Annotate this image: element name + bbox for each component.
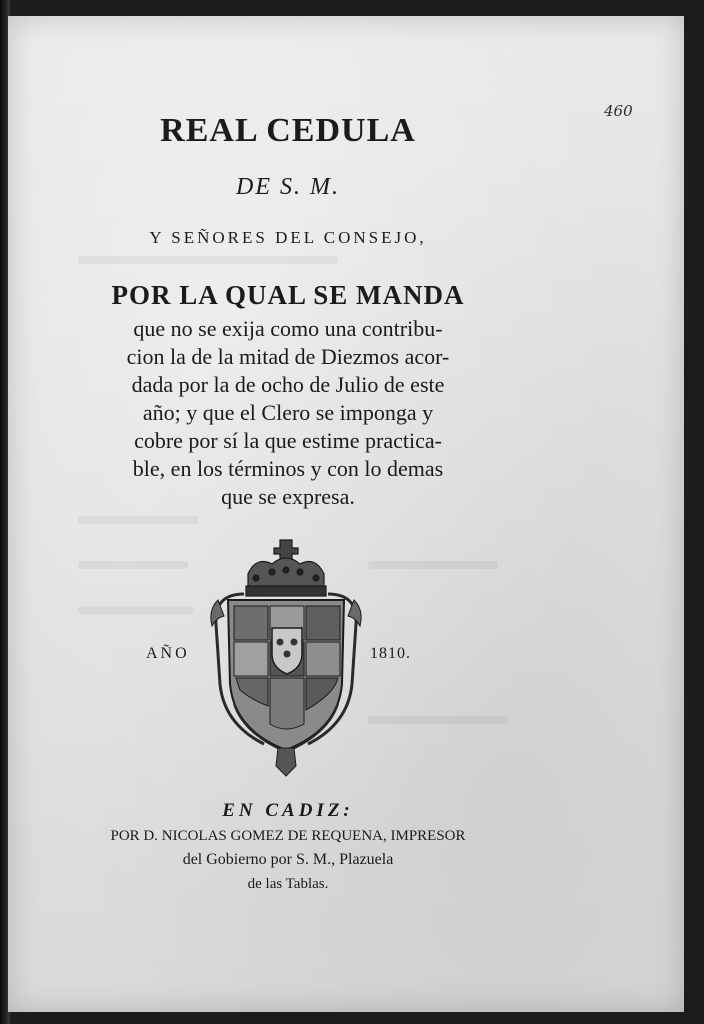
- bleed-through-mark: [368, 716, 508, 724]
- year-value: 1810.: [370, 645, 411, 662]
- bleed-through-mark: [78, 606, 193, 614]
- body-line: dada por la de ocho de Julio de este: [131, 372, 445, 397]
- imprint-printer-line: de las Tablas.: [247, 876, 329, 892]
- bleed-through-mark: [78, 561, 188, 569]
- subtitle-majesty: DE S. M.: [236, 174, 340, 200]
- body-line: cion la de la mitad de Diezmos acor-: [126, 344, 450, 369]
- document-title: REAL CEDULA: [160, 112, 416, 149]
- imprint-city: EN CADIZ:: [222, 800, 354, 821]
- decree-heading: POR LA QUAL SE MANDA: [111, 280, 465, 310]
- document-page: [8, 16, 684, 1012]
- bleed-through-mark: [368, 561, 498, 569]
- bleed-through-mark: [78, 256, 338, 264]
- royal-coat-of-arms-icon: [204, 534, 368, 778]
- folio-number: 460: [604, 102, 633, 120]
- body-line: ble, en los términos y con lo demas: [132, 456, 444, 481]
- bleed-through-mark: [78, 516, 198, 524]
- body-line: que no se exija como una contribu-: [133, 316, 443, 341]
- body-line: cobre por sí la que estime practica-: [134, 428, 442, 453]
- body-line: año; y que el Clero se imponga y: [142, 400, 434, 425]
- year-label: AÑO: [146, 645, 190, 662]
- subtitle-council: Y SEÑORES DEL CONSEJO,: [149, 228, 427, 247]
- imprint-printer-line: POR D. NICOLAS GOMEZ DE REQUENA, IMPRESOR: [110, 828, 466, 844]
- body-line: que se expresa.: [221, 484, 355, 509]
- imprint-printer-line: del Gobierno por S. M., Plazuela: [182, 851, 394, 868]
